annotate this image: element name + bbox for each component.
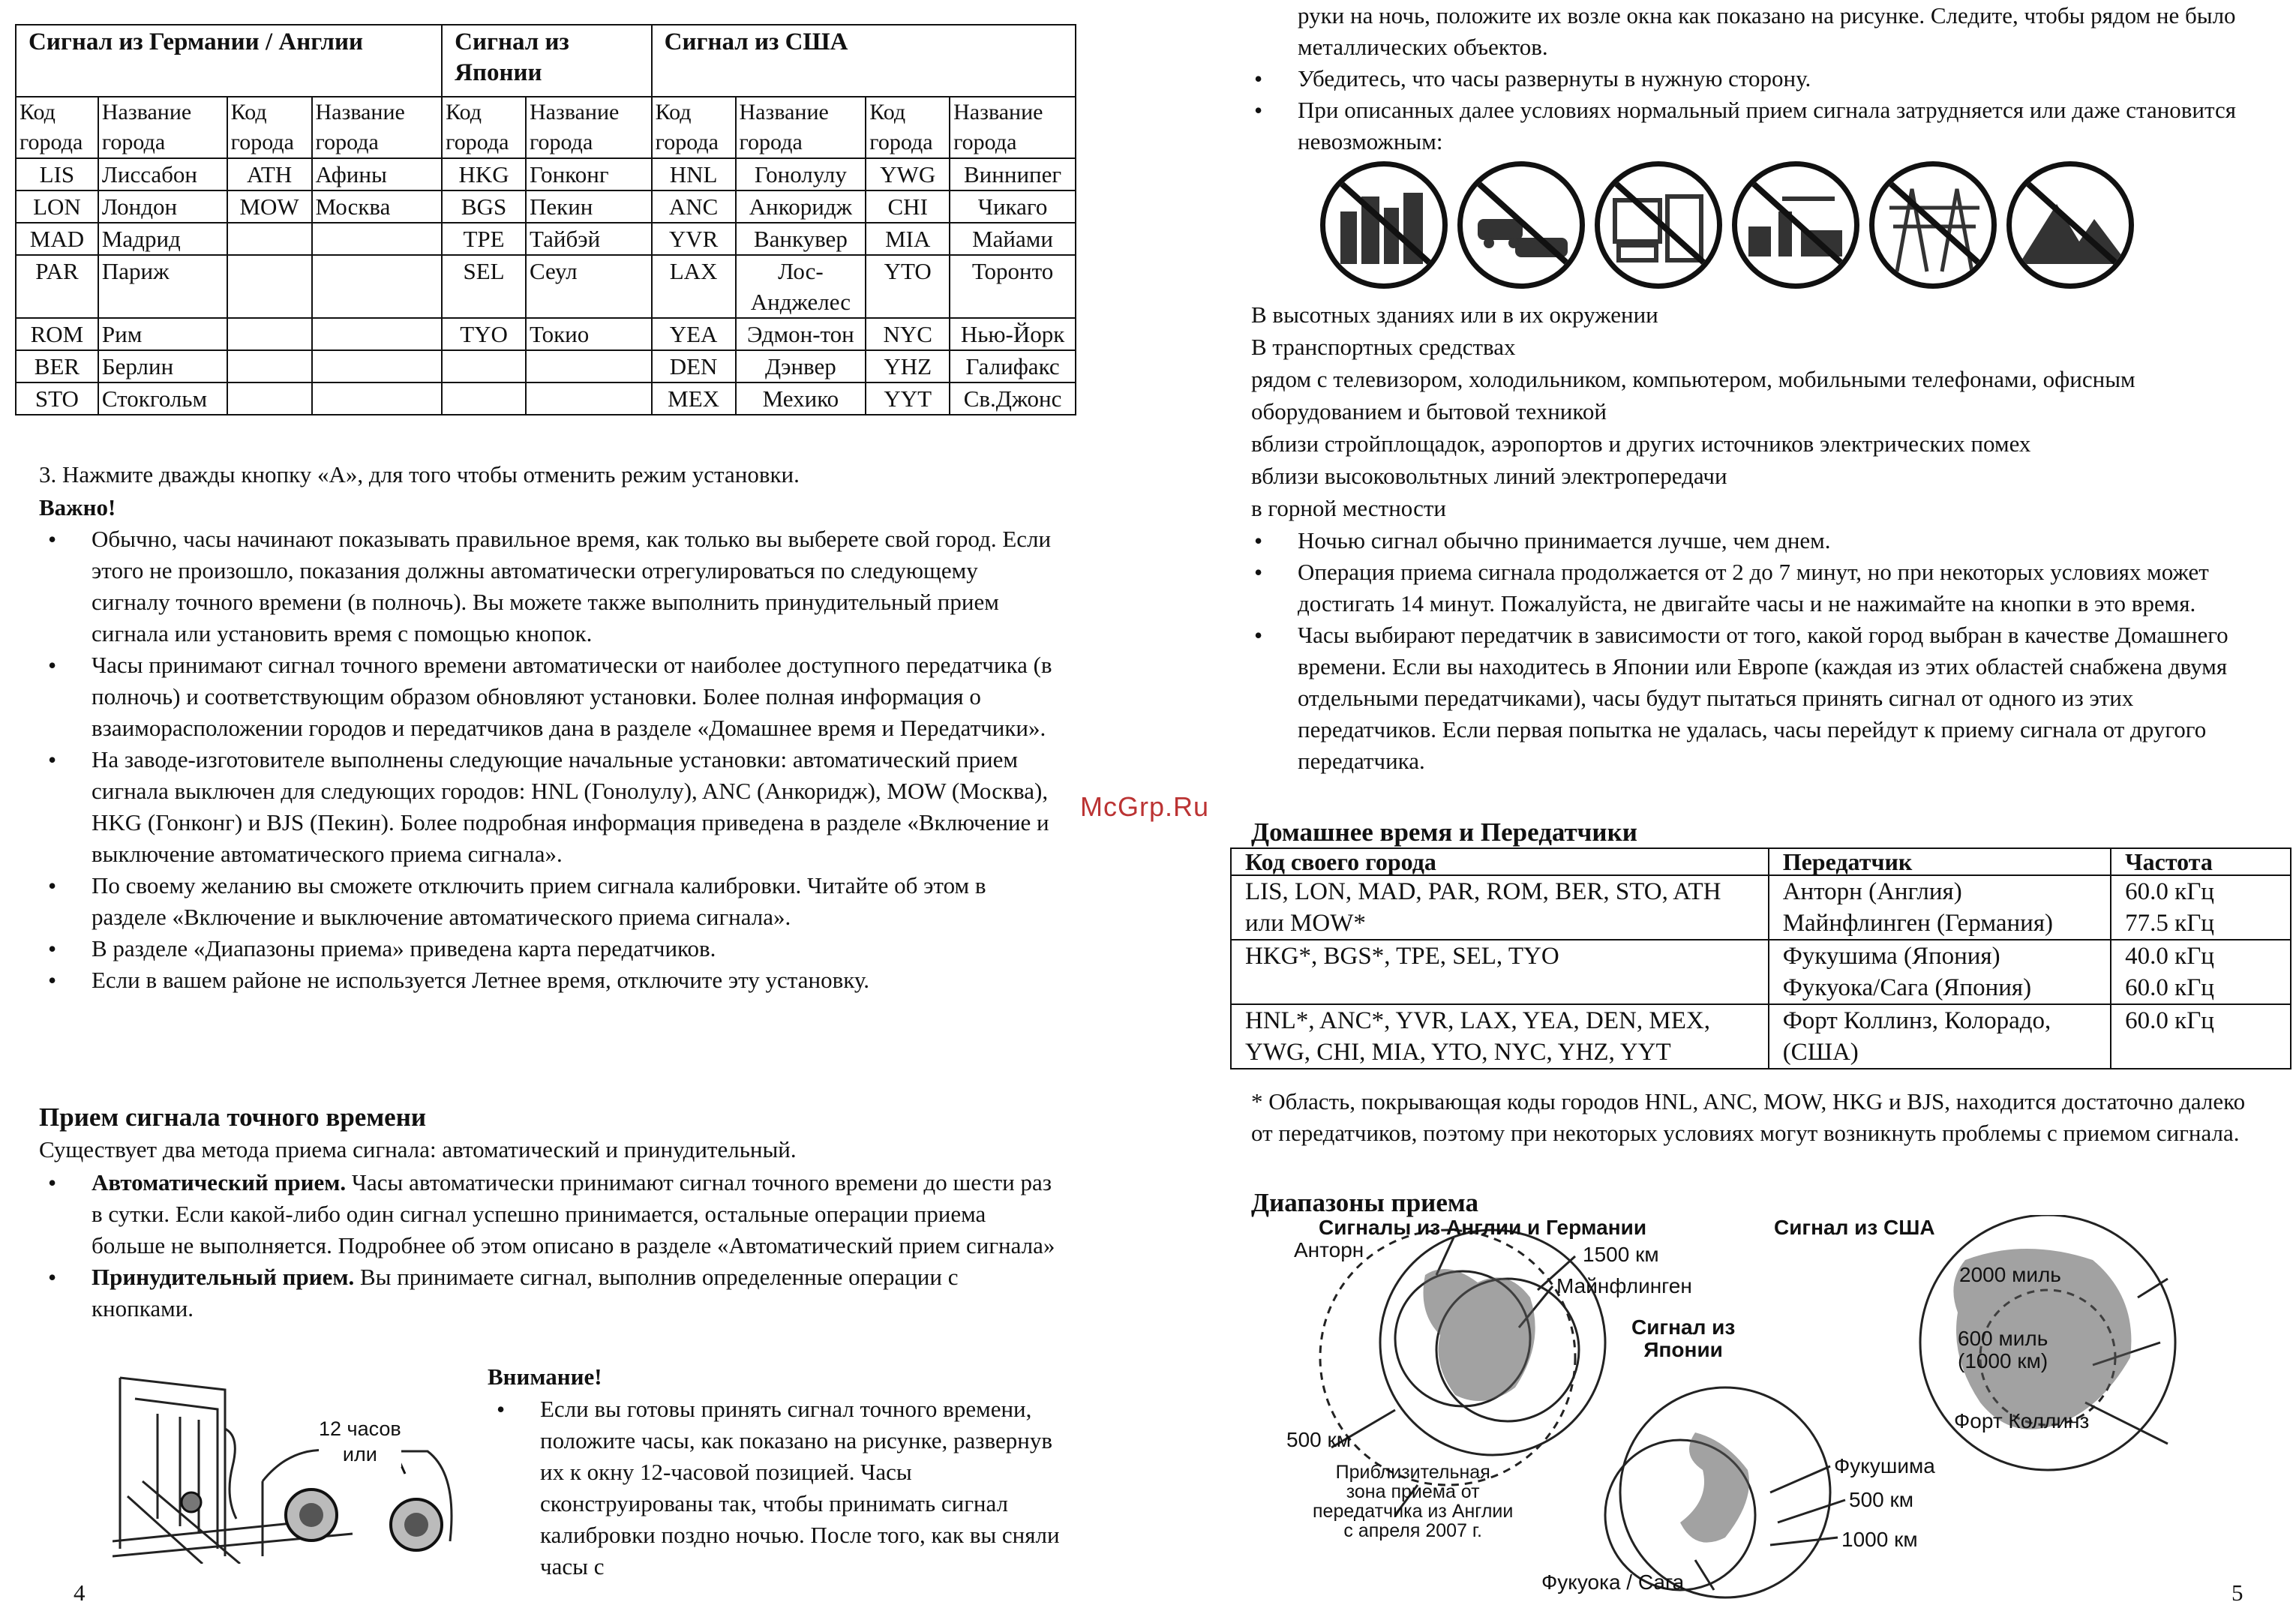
map-japan-title: Сигнал из Японии <box>1631 1316 1736 1361</box>
forced-label: Принудительный прием. <box>92 1264 355 1290</box>
city-code-cell: HKG <box>442 158 526 190</box>
city-name-cell: Гонконг <box>526 158 652 190</box>
city-name-cell: Лондон <box>98 190 227 223</box>
city-name-cell: Св.Джонс <box>950 382 1076 415</box>
table-row <box>16 382 1076 415</box>
city-code-cell: SEL <box>442 255 526 318</box>
orientation-list <box>1245 63 2265 158</box>
th-frequency: Частота <box>2111 848 2291 875</box>
table-row <box>16 350 1076 382</box>
table-row <box>1231 1004 2291 1069</box>
city-name-cell <box>312 382 443 415</box>
map-1000km-japan: 1000 км <box>1841 1528 1918 1551</box>
city-name-cell: Тайбэй <box>526 223 652 255</box>
city-code-cell: DEN <box>652 350 736 382</box>
city-code-cell: NYC <box>866 318 950 350</box>
city-code-cell: YEA <box>652 318 736 350</box>
table-row <box>16 255 1076 318</box>
forced-text: Вы принимаете сигнал, выполнив определенные операции с кнопками. <box>92 1264 959 1322</box>
col-code: Код города <box>442 97 526 158</box>
auto-text: Часы автоматически принимают сигнал точного времени до шести раз в сутки. Если какой-либо один сигнал успешно принимается, остальные операции приема больше не выполняется. Подробнее об этом описано в разделе «Автоматический прием сигнала» <box>92 1169 1055 1258</box>
city-code-cell: YYT <box>866 382 950 415</box>
map-fukushima: Фукушима <box>1834 1454 1935 1478</box>
important-item: • По своему желанию вы сможете отключить прием сигнала калибровки. Читайте об этом в разделе «Включение и выключение автоматического приема сигнала». <box>39 870 1059 933</box>
city-code-cell <box>227 255 312 318</box>
note-item: • Операция приема сигнала продолжается от 2 до 7 минут, но при некоторых условиях может достигать 14 минут. Пожалуйста, не двигайте часы и не нажимайте на кнопки в это время. <box>1245 556 2265 620</box>
city-code-cell: MAD <box>16 223 98 255</box>
city-name-cell: Лиссабон <box>98 158 227 190</box>
attention-text: • Если вы готовы принять сигнал точного времени, положите часы, как показано на рисунке, развернув их к окну 12-часовой позицией. Часы сконструированы так, чтобы принимать сигнал калибровки поздно ночью. После того, как вы сняли часы с <box>488 1394 1073 1582</box>
th-home-code: Код своего города <box>1231 848 1769 875</box>
watermark: McGrp.Ru <box>1080 791 1210 822</box>
table-row <box>16 190 1076 223</box>
map-fukuoka-saga: Фукуока / Сага <box>1541 1570 1685 1594</box>
city-name-cell: Виннипег <box>950 158 1076 190</box>
city-code-cell: BER <box>16 350 98 382</box>
city-name-cell: Майами <box>950 223 1076 255</box>
city-code-cell: MOW <box>227 190 312 223</box>
map-mainflingen: Майнфлинген <box>1556 1274 1692 1298</box>
frequency-cell <box>2111 875 2291 940</box>
city-code-cell: MEX <box>652 382 736 415</box>
home-table-body <box>1231 875 2291 1069</box>
home-codes-cell: LIS, LON, MAD, PAR, ROM, BER, STO, ATH или MOW* <box>1231 875 1769 940</box>
frequency-value: 60.0 кГц <box>2125 974 2214 1001</box>
city-code-cell: ATH <box>227 158 312 190</box>
important-title: Важно! <box>39 494 116 520</box>
conditions-list <box>1251 298 2271 524</box>
table-row <box>16 318 1076 350</box>
table-row <box>16 223 1076 255</box>
city-name-cell: Сеул <box>526 255 652 318</box>
city-name-cell: Париж <box>98 255 227 318</box>
city-name-cell: Рим <box>98 318 227 350</box>
transmitter-cell <box>1769 875 2111 940</box>
city-name-cell: Дэнвер <box>736 350 866 382</box>
step-3: 3. Нажмите дважды кнопку «А», для того чтобы отменить режим установки. <box>39 461 800 488</box>
city-code-cell: YWG <box>866 158 950 190</box>
city-name-cell: Пекин <box>526 190 652 223</box>
auto-label: Автоматический прием. <box>92 1169 347 1196</box>
city-name-cell: Лос-Анджелес <box>736 255 866 318</box>
city-code-cell <box>227 382 312 415</box>
map-uk-title: Сигналы из Англии и Германии <box>1319 1216 1647 1239</box>
condition-item: В высотных зданиях или в их окружении <box>1251 302 1658 328</box>
city-name-cell <box>526 350 652 382</box>
city-code-cell <box>442 350 526 382</box>
home-title: Домашнее время и Передатчики <box>1251 818 1637 847</box>
col-code: Код города <box>866 97 950 158</box>
city-name-cell <box>312 318 443 350</box>
city-name-cell: Москва <box>312 190 443 223</box>
city-name-cell: Мехико <box>736 382 866 415</box>
reception-title: Прием сигнала точного времени <box>39 1102 427 1132</box>
city-code-cell: YTO <box>866 255 950 318</box>
city-name-cell: Гонолулу <box>736 158 866 190</box>
city-table-body <box>16 158 1076 415</box>
city-code-cell: CHI <box>866 190 950 223</box>
buildings-icon <box>1320 161 1448 289</box>
ranges-title: Диапазоны приема <box>1251 1188 1478 1217</box>
vehicles-icon <box>1457 161 1585 289</box>
city-code-cell: PAR <box>16 255 98 318</box>
frequency-value: 60.0 кГц <box>2125 1007 2214 1034</box>
city-name-cell <box>526 382 652 415</box>
transmitter-name: Анторн (Англия) <box>1782 878 1962 905</box>
city-name-cell: Эдмон-тон <box>736 318 866 350</box>
frequency-value: 60.0 кГц <box>2125 878 2214 905</box>
important-item: • Часы принимают сигнал точного времени автоматически от наиболее доступного передатчика (в полночь) и соответствующим образом обновляют установки. Более полная информация о взаиморасположении городов и передатчиков дана в разделе «Домашнее время и Передатчики». <box>39 650 1059 744</box>
important-item: • В разделе «Диапазоны приема» приведена карта передатчиков. <box>39 933 1059 964</box>
window-watch-illustration <box>113 1369 465 1564</box>
city-code-cell <box>227 350 312 382</box>
important-item: • Если в вашем районе не используется Летнее время, отключите эту установку. <box>39 964 1059 996</box>
right-page <box>1148 0 2296 1614</box>
table-row <box>1231 875 2291 940</box>
transmitter-name: Фукушима (Япония) <box>1782 943 2000 970</box>
reception-methods <box>39 1167 1059 1324</box>
city-name-cell: Стокгольм <box>98 382 227 415</box>
home-codes-cell: HNL*, ANC*, YVR, LAX, YEA, DEN, MEX, YWG, CHI, MIA, YTO, NYC, YHZ, YYT <box>1231 1004 1769 1069</box>
city-code-cell: YVR <box>652 223 736 255</box>
col-name: Название города <box>526 97 652 158</box>
col-code: Код города <box>16 97 98 158</box>
city-name-cell <box>312 255 443 318</box>
bullet-conditions: • При описанных далее условиях нормальный прием сигнала затрудняется или даже становится невозможным: <box>1245 94 2265 158</box>
note-item: • Часы выбирают передатчик в зависимости от того, какой город выбран в качестве Домашнего времени. Если вы находитесь в Японии или Европе (каждая из этих областей снабжена двумя отдельными передатчиками), часы будут пытаться принять сигнал от одного из этих передатчиков. Если первая попытка не удалась, часы перейдут к приему сигнала от другого передатчика. <box>1245 620 2265 777</box>
city-code-cell: STO <box>16 382 98 415</box>
city-code-cell <box>227 223 312 255</box>
city-code-cell: YHZ <box>866 350 950 382</box>
city-name-cell <box>312 223 443 255</box>
city-code-cell: TPE <box>442 223 526 255</box>
city-code-cell: TYO <box>442 318 526 350</box>
map-500km-left: 500 км <box>1286 1428 1351 1451</box>
condition-item: в горной местности <box>1251 495 1446 521</box>
transmitter-cell <box>1769 940 2111 1004</box>
map-500km-japan: 500 км <box>1849 1488 1913 1511</box>
col-name: Название города <box>736 97 866 158</box>
city-code-cell <box>442 382 526 415</box>
map-1500km: 1500 км <box>1583 1243 1659 1266</box>
power-lines-icon <box>1869 161 1997 289</box>
notes-list <box>1245 525 2265 777</box>
frequency-value: 77.5 кГц <box>2125 910 2214 937</box>
city-name-cell: Анкоридж <box>736 190 866 223</box>
group-germany-england: Сигнал из Германии / Англии <box>16 25 442 97</box>
reception-intro: Существует два метода приема сигнала: автоматический и принудительный. <box>39 1136 797 1162</box>
city-code-cell: LIS <box>16 158 98 190</box>
bullet-orientation: • Убедитесь, что часы развернуты в нужную сторону. <box>1245 63 2265 94</box>
construction-icon <box>1732 161 1859 289</box>
group-japan: Сигнал из Японии <box>442 25 652 97</box>
map-600mi: 600 миль (1000 км) <box>1958 1327 2048 1372</box>
note-item: • Ночью сигнал обычно принимается лучше, чем днем. <box>1245 525 2265 556</box>
condition-item: вблизи стройплощадок, аэропортов и других источников электрических помех <box>1251 430 2031 457</box>
map-fort-collins: Форт Коллинз <box>1954 1409 2090 1432</box>
auto-method <box>39 1167 1059 1262</box>
forced-method <box>39 1262 1059 1324</box>
transmitter-name: Форт Коллинз, Колорадо, (США) <box>1782 1007 2051 1066</box>
important-item: • На заводе-изготовителе выполнены следующие начальные установки: автоматический прием сигнала выключен для следующих городов: HNL (Гонолулу), ANC (Анкоридж), MOW (Москва), HKG (Гонконг) и BJS (Пекин). Более подробная информация приведена в разделе «Включение и выключение автоматического приема сигнала». <box>39 744 1059 870</box>
city-name-cell: Чикаго <box>950 190 1076 223</box>
city-name-cell: Нью-Йорк <box>950 318 1076 350</box>
appliances-icon <box>1595 161 1722 289</box>
condition-item: вблизи высоковольтных линий электропередачи <box>1251 463 1727 489</box>
city-name-cell: Берлин <box>98 350 227 382</box>
col-code: Код города <box>227 97 312 158</box>
group-usa: Сигнал из США <box>652 25 1076 97</box>
city-code-cell: ANC <box>652 190 736 223</box>
transmitter-cell <box>1769 1004 2111 1069</box>
th-transmitter: Передатчик <box>1769 848 2111 875</box>
map-anthorn: Анторн <box>1294 1238 1364 1262</box>
page-number-right: 5 <box>2231 1580 2243 1606</box>
city-name-cell <box>312 350 443 382</box>
table-row <box>16 158 1076 190</box>
attention-title: Внимание! <box>488 1364 602 1390</box>
home-transmitter-table <box>1230 848 2291 1070</box>
city-name-cell: Торонто <box>950 255 1076 318</box>
important-list <box>39 524 1059 996</box>
city-code-cell: LAX <box>652 255 736 318</box>
city-code-cell <box>227 318 312 350</box>
map-2000mi: 2000 миль <box>1959 1263 2061 1286</box>
attention-list <box>488 1394 1073 1582</box>
city-code-table <box>15 24 1076 416</box>
map-approx-zone: Приблизительная зона приема от передатчика из Англии с апреля 2007 г. <box>1313 1462 1514 1541</box>
city-code-cell: ROM <box>16 318 98 350</box>
transmitter-name: Майнфлинген (Германия) <box>1782 910 2053 937</box>
city-name-cell: Афины <box>312 158 443 190</box>
transmitter-name: Фукуока/Сага (Япония) <box>1782 974 2032 1001</box>
city-name-cell: Токио <box>526 318 652 350</box>
mountains-icon <box>2006 161 2134 289</box>
col-name: Название города <box>950 97 1076 158</box>
col-code: Код города <box>652 97 736 158</box>
page-number-left: 4 <box>74 1580 86 1606</box>
home-codes-cell: HKG*, BGS*, TPE, SEL, TYO <box>1231 940 1769 1004</box>
city-code-cell: BGS <box>442 190 526 223</box>
condition-icons <box>1320 161 2070 292</box>
illus-label: 12 часов или <box>319 1418 401 1466</box>
condition-item: рядом с телевизором, холодильником, компьютером, мобильными телефонами, офисным оборудованием и бытовой техникой <box>1251 366 2135 424</box>
footnote: * Область, покрывающая коды городов HNL, ANC, MOW, HKG и BJS, находится достаточно далеко от передатчиков, поэтому при некоторых условиях могут возникнуть проблемы с приемом сигнала. <box>1251 1088 2246 1146</box>
table-row <box>1231 940 2291 1004</box>
city-code-cell: HNL <box>652 158 736 190</box>
continued-text: руки на ночь, положите их возле окна как показано на рисунке. Следите, чтобы рядом не было металлических объектов. <box>1298 2 2236 60</box>
frequency-value: 40.0 кГц <box>2125 943 2214 970</box>
city-name-cell: Галифакс <box>950 350 1076 382</box>
frequency-cell <box>2111 1004 2291 1069</box>
city-code-cell: LON <box>16 190 98 223</box>
city-code-cell: MIA <box>866 223 950 255</box>
col-name: Название города <box>98 97 227 158</box>
important-item: • Обычно, часы начинают показывать правильное время, как только вы выберете свой город. Если этого не произошло, показания должны автоматически отрегулироваться по следующему сигналу точного времени (в полночь). Вы можете также выполнить принудительный прием сигнала или установить время с помощью кнопок. <box>39 524 1059 650</box>
condition-item: В транспортных средствах <box>1251 334 1516 360</box>
col-name: Название города <box>312 97 443 158</box>
city-name-cell: Мадрид <box>98 223 227 255</box>
frequency-cell <box>2111 940 2291 1004</box>
city-name-cell: Ванкувер <box>736 223 866 255</box>
map-usa-title: Сигнал из США <box>1774 1216 1935 1239</box>
